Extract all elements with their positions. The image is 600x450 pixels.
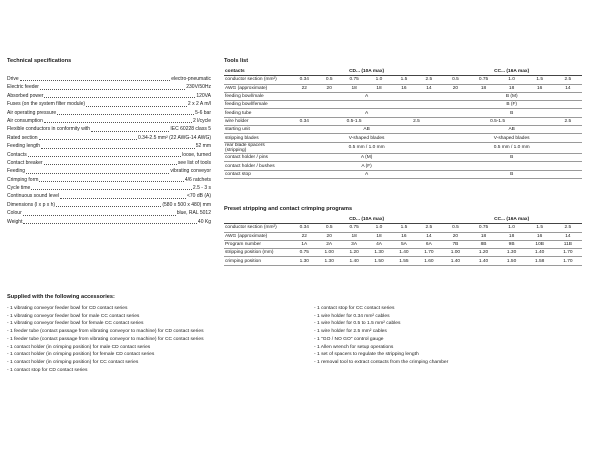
row-label bbox=[224, 126, 292, 134]
spec-row bbox=[7, 201, 211, 209]
cell-cc: 11B bbox=[554, 240, 582, 248]
cell-cc: 10B bbox=[526, 240, 554, 248]
spec-label: Continuous sound level bbox=[7, 193, 59, 200]
table-row bbox=[224, 84, 582, 92]
leader-dots bbox=[23, 215, 176, 216]
table-row bbox=[224, 109, 582, 117]
table-header-row bbox=[224, 68, 582, 76]
row-label-text: contact holder / pins bbox=[225, 155, 268, 161]
spec-label: Colour bbox=[7, 210, 22, 217]
spec-row bbox=[7, 134, 211, 142]
cell-cc: 1.58 bbox=[526, 257, 554, 265]
accessory-item: - 1 vibrating conveyor feeder bowl for male CC contact series bbox=[7, 313, 140, 319]
cell-cc: 8B bbox=[469, 240, 497, 248]
row-label bbox=[224, 240, 292, 248]
cell-cc: 0.5-1.5 bbox=[441, 117, 553, 125]
table-row bbox=[224, 240, 582, 248]
leader-dots bbox=[57, 114, 194, 115]
accessories-right-list bbox=[314, 305, 594, 367]
cell-cd: 1.5 bbox=[391, 76, 416, 84]
cell-cc-span: B bbox=[441, 154, 582, 162]
row-label-text: rear blade spacers bbox=[225, 142, 265, 148]
spec-label: Weight bbox=[7, 218, 23, 225]
spec-row bbox=[7, 184, 211, 192]
leader-dots bbox=[40, 89, 185, 90]
header-cd: CD... (10A max) bbox=[292, 68, 442, 76]
spec-row bbox=[7, 176, 211, 184]
accessory-item: - 1 contact stop for CD contact series bbox=[7, 367, 88, 373]
cell-cc-span bbox=[441, 162, 582, 170]
cell-cc: 20 bbox=[441, 84, 469, 92]
leader-dots bbox=[44, 164, 177, 165]
row-label-text: stripping position (mm) bbox=[225, 250, 274, 256]
row-label-text: AWG (approximate) bbox=[225, 233, 268, 239]
cell-cd: 1.00 bbox=[317, 249, 342, 257]
leader-dots bbox=[91, 131, 169, 132]
tools-table bbox=[224, 68, 582, 179]
cell-cd: 1.30 bbox=[367, 249, 392, 257]
cell-cc: 0.75 bbox=[469, 76, 497, 84]
spec-value: 5-6 bar bbox=[195, 109, 211, 116]
cell-cd: 1.70 bbox=[416, 249, 441, 257]
spec-label: Rated section bbox=[7, 134, 38, 141]
table-row bbox=[224, 76, 582, 84]
spec-value: IEC 60228 class 5 bbox=[170, 126, 211, 133]
cell-cd-span: AB bbox=[292, 126, 442, 134]
table-row bbox=[224, 92, 582, 100]
cell-cd: 0.34 bbox=[292, 224, 317, 232]
spec-value: electro-pneumatic bbox=[171, 75, 211, 82]
header-label: contacts bbox=[224, 68, 292, 76]
cell-cd: 0.75 bbox=[342, 224, 367, 232]
spec-value: 120VA bbox=[196, 92, 211, 99]
row-label bbox=[224, 162, 292, 170]
spec-label: Absorbed power bbox=[7, 92, 44, 99]
cell-cc-span: B bbox=[441, 170, 582, 178]
cell-cd: 0.75 bbox=[292, 249, 317, 257]
accessory-item: - 1 vibrating conveyor feeder bowl for CD contact series bbox=[7, 306, 128, 311]
cell-cd: 18 bbox=[367, 84, 392, 92]
cell-cc-span: B (M) bbox=[441, 92, 582, 100]
leader-dots bbox=[39, 181, 183, 182]
cell-cc: 16 bbox=[526, 84, 554, 92]
row-label bbox=[224, 170, 292, 178]
table-header-row bbox=[224, 216, 582, 224]
cell-cd: 14 bbox=[416, 232, 441, 240]
leader-dots bbox=[23, 223, 196, 224]
spec-label: Electric feeder bbox=[7, 84, 39, 91]
accessory-item: - 1 contact holder (in crimping position) for male CD contact series bbox=[7, 344, 151, 350]
cell-cd: 0.5 bbox=[317, 76, 342, 84]
spec-value: <70 dB (A) bbox=[186, 193, 211, 200]
cell-cd: 0.34 bbox=[292, 76, 317, 84]
cell-cc-span: B bbox=[441, 109, 582, 117]
accessory-item: - 1 contact stop for CC contact series bbox=[314, 306, 395, 311]
cell-cc: 1.40 bbox=[441, 257, 469, 265]
spec-label: Fuses (on the system filter module) bbox=[7, 101, 86, 108]
cell-cc: 1.70 bbox=[554, 249, 582, 257]
cell-cc: 1.30 bbox=[498, 249, 526, 257]
cell-cc: 0.5 bbox=[441, 76, 469, 84]
spec-row bbox=[7, 151, 211, 159]
preset-title: Preset stripping and contact crimping programs bbox=[224, 206, 353, 212]
cell-cc: 14 bbox=[554, 84, 582, 92]
cell-cc: 18 bbox=[469, 232, 497, 240]
table-row bbox=[224, 257, 582, 265]
row-label-text: feeding bowl/female bbox=[225, 102, 268, 108]
row-label-text: Program number bbox=[225, 242, 261, 248]
cell-cd: 22 bbox=[292, 84, 317, 92]
accessory-item: - 1 "GO / NO GO" control gauge bbox=[314, 336, 384, 342]
cell-cd-span: A (M) bbox=[292, 154, 442, 162]
accessories-title: Supplied with the following accessories: bbox=[7, 294, 115, 300]
table-row bbox=[224, 142, 582, 153]
leader-dots bbox=[56, 206, 161, 207]
leader-dots bbox=[44, 97, 195, 98]
cell-cd: 1.0 bbox=[367, 224, 392, 232]
cell-cd-span: 0.5 mm / 1.0 mm bbox=[292, 142, 442, 153]
cell-cd: 18 bbox=[342, 84, 367, 92]
cell-cc: 1.40 bbox=[526, 249, 554, 257]
tools-title: Tools list bbox=[224, 58, 249, 64]
row-label-text: crimping position bbox=[225, 258, 261, 264]
accessory-item: - 1 set of spacers to regulate the stripping length bbox=[314, 352, 419, 358]
cell-cd: 1.5 bbox=[391, 224, 416, 232]
spec-label: Contacts bbox=[7, 151, 27, 158]
header-label bbox=[224, 216, 292, 224]
spec-row bbox=[7, 209, 211, 217]
cell-cd: 1.20 bbox=[342, 249, 367, 257]
row-label-text: conductor section (mm²) bbox=[225, 77, 277, 83]
row-label bbox=[224, 134, 292, 142]
spec-title: Technical specifications bbox=[7, 58, 72, 64]
accessories-left-list bbox=[7, 305, 307, 374]
cell-cd: 2.5 bbox=[416, 224, 441, 232]
spec-row bbox=[7, 109, 211, 117]
row-label-text: contact holder / bushes bbox=[225, 163, 275, 169]
accessory-item: - 1 contact holder (in crimping position) for female CD contact series bbox=[7, 352, 155, 358]
spec-value: 40 Kg bbox=[197, 218, 211, 225]
table-row bbox=[224, 224, 582, 232]
cell-cd: 0.5-1.5 bbox=[317, 117, 392, 125]
leader-dots bbox=[86, 106, 187, 107]
cell-cd: 1.55 bbox=[391, 257, 416, 265]
table-row bbox=[224, 117, 582, 125]
accessory-item: - 1 wire holder for 0.5 to 1.5 mm² cables bbox=[314, 321, 401, 327]
cell-cc: 18 bbox=[498, 84, 526, 92]
header-cc: CC... (16A max) bbox=[441, 68, 582, 76]
spec-row bbox=[7, 75, 211, 83]
cell-cd: 5A bbox=[391, 240, 416, 248]
spec-row bbox=[7, 100, 211, 108]
cell-cd: 1.40 bbox=[391, 249, 416, 257]
spec-value: loose, turned bbox=[182, 151, 211, 158]
cell-cc: 1.5 bbox=[526, 224, 554, 232]
cell-cc: 2.5 bbox=[554, 117, 582, 125]
cell-cc: 2.5 bbox=[554, 76, 582, 84]
cell-cc: 1.00 bbox=[441, 249, 469, 257]
leader-dots bbox=[44, 122, 192, 123]
spec-value: blue, RAL 5012 bbox=[176, 210, 211, 217]
cell-cd: 0.34 bbox=[292, 117, 317, 125]
row-label bbox=[224, 257, 292, 265]
accessory-item: - 1 removal tool to extract contacts from the crimping chamber bbox=[314, 359, 449, 365]
cell-cd: 22 bbox=[292, 232, 317, 240]
cell-cd-span: A (F) bbox=[292, 162, 442, 170]
cell-cc-span: B (F) bbox=[441, 101, 582, 109]
row-label bbox=[224, 249, 292, 257]
spec-value: 52 mm bbox=[195, 143, 211, 150]
cell-cc: 1.0 bbox=[498, 76, 526, 84]
accessory-item: - 1 Allen wrench for setup operations bbox=[314, 344, 394, 350]
table-row bbox=[224, 232, 582, 240]
cell-cc: 1.70 bbox=[554, 257, 582, 265]
spec-row bbox=[7, 125, 211, 133]
spec-value: 2 x 2 A m/l bbox=[187, 101, 211, 108]
cell-cd-span bbox=[292, 101, 442, 109]
header-cd: CD... (10A max) bbox=[292, 216, 442, 224]
cell-cd: 14 bbox=[416, 84, 441, 92]
spec-value: 0.34-2.5 mm² (22 AWG-14 AWG) bbox=[138, 134, 211, 141]
spec-value: 2.5 - 3 s bbox=[192, 185, 211, 192]
row-label bbox=[224, 224, 292, 232]
spec-row bbox=[7, 167, 211, 175]
cell-cd: 4A bbox=[367, 240, 392, 248]
accessory-item: - 1 wire holder for 2.5 mm² cables bbox=[314, 329, 387, 335]
spec-row bbox=[7, 159, 211, 167]
cell-cd: 18 bbox=[367, 232, 392, 240]
leader-dots bbox=[41, 148, 195, 149]
row-label-text: starting unit bbox=[225, 127, 250, 133]
cell-cc: 16 bbox=[526, 232, 554, 240]
table-row bbox=[224, 126, 582, 134]
spec-value: see list of tools bbox=[177, 159, 211, 166]
cell-cc: 14 bbox=[554, 232, 582, 240]
spec-label: Dimensions (l x p x h) bbox=[7, 201, 56, 208]
cell-cc: 2.5 bbox=[554, 224, 582, 232]
cell-cc: 20 bbox=[441, 232, 469, 240]
row-label bbox=[224, 109, 292, 117]
cell-cd: 1.40 bbox=[342, 257, 367, 265]
leader-dots bbox=[60, 198, 186, 199]
row-label-text: AWG (approximate) bbox=[225, 85, 268, 91]
spec-value: 230V/50Hz bbox=[186, 84, 211, 91]
accessory-item: - 1 contact holder (in crimping position) for CC contact series bbox=[7, 359, 139, 365]
table-row bbox=[224, 154, 582, 162]
cell-cd-span: A bbox=[292, 92, 442, 100]
accessory-item: - 1 wire holder for 0.34 mm² cables bbox=[314, 313, 390, 319]
cell-cc-span: AB bbox=[441, 126, 582, 134]
cell-cd: 1.0 bbox=[367, 76, 392, 84]
row-label-text: wire holder bbox=[225, 118, 249, 124]
cell-cc: 1.20 bbox=[469, 249, 497, 257]
spec-label: Crimping form bbox=[7, 176, 39, 183]
cell-cc: 9B bbox=[498, 240, 526, 248]
row-label-text: contact stop bbox=[225, 171, 251, 177]
spec-label: Feeding length bbox=[7, 143, 41, 150]
cell-cd: 20 bbox=[317, 84, 342, 92]
cell-cd: 3A bbox=[342, 240, 367, 248]
cell-cc: 0.75 bbox=[469, 224, 497, 232]
cell-cd: 0.75 bbox=[342, 76, 367, 84]
table-row bbox=[224, 101, 582, 109]
cell-cd: 2.5 bbox=[416, 76, 441, 84]
row-label-text: conductor section (mm²) bbox=[225, 225, 277, 231]
cell-cc-span: V-shaped blades bbox=[441, 134, 582, 142]
spec-row bbox=[7, 83, 211, 91]
spec-label: Air consumption bbox=[7, 117, 43, 124]
row-label bbox=[224, 101, 292, 109]
leader-dots bbox=[26, 173, 169, 174]
leader-dots bbox=[28, 156, 181, 157]
cell-cd: 1.30 bbox=[292, 257, 317, 265]
cell-cd: 0.5 bbox=[317, 224, 342, 232]
table-row bbox=[224, 134, 582, 142]
cell-cd: 1A bbox=[292, 240, 317, 248]
leader-dots bbox=[39, 139, 137, 140]
spec-label: Contact breaker bbox=[7, 159, 43, 166]
cell-cc: 18 bbox=[469, 84, 497, 92]
row-label-text-2: (stripping) bbox=[225, 147, 247, 153]
spec-row bbox=[7, 117, 211, 125]
cell-cd: 16 bbox=[391, 232, 416, 240]
row-label bbox=[224, 154, 292, 162]
accessory-item: - 1 feeder tube (contact passage from vibrating conveyor to machine) for CC contact series bbox=[7, 336, 204, 342]
cell-cc: 1.50 bbox=[498, 257, 526, 265]
spec-value: (580 x 500 x 480) mm bbox=[162, 201, 211, 208]
preset-table bbox=[224, 216, 582, 266]
spec-label: Feeding bbox=[7, 168, 26, 175]
cell-cd-span: A bbox=[292, 170, 442, 178]
cell-cd-span: V-shaped blades bbox=[292, 134, 442, 142]
row-label bbox=[224, 84, 292, 92]
spec-row bbox=[7, 142, 211, 150]
cell-cc: 1.5 bbox=[526, 76, 554, 84]
cell-cd: 18 bbox=[342, 232, 367, 240]
cell-cd: 2.5 bbox=[391, 117, 441, 125]
cell-cc: 18 bbox=[498, 232, 526, 240]
spec-label: Air operating pressure bbox=[7, 109, 57, 116]
cell-cc: 7B bbox=[441, 240, 469, 248]
row-label bbox=[224, 76, 292, 84]
row-label-text: feeding tube bbox=[225, 110, 252, 116]
spec-label: Drive bbox=[7, 75, 19, 82]
spec-row bbox=[7, 192, 211, 200]
cell-cd-span: A bbox=[292, 109, 442, 117]
spec-list bbox=[7, 75, 211, 226]
cell-cd: 20 bbox=[317, 232, 342, 240]
cell-cd: 1.50 bbox=[367, 257, 392, 265]
table-row bbox=[224, 162, 582, 170]
accessory-item: - 1 feeder tube (contact passage from vibrating conveyor to machine) for CD contact series bbox=[7, 329, 204, 335]
row-label-text: feeding bowl/male bbox=[225, 94, 264, 100]
cell-cd: 1.60 bbox=[416, 257, 441, 265]
spec-row bbox=[7, 218, 211, 226]
cell-cc: 0.5 bbox=[441, 224, 469, 232]
cell-cc: 1.0 bbox=[498, 224, 526, 232]
cell-cd: 6A bbox=[416, 240, 441, 248]
spec-value: vibrating conveyor bbox=[170, 168, 211, 175]
spec-value: 2 l/cycle bbox=[192, 117, 211, 124]
row-label bbox=[224, 142, 292, 153]
header-cc: CC... (16A max) bbox=[441, 216, 582, 224]
table-row bbox=[224, 170, 582, 178]
spec-label: Cycle time bbox=[7, 185, 31, 192]
cell-cd: 16 bbox=[391, 84, 416, 92]
spec-label: Flexible conductors in conformity with bbox=[7, 126, 91, 133]
cell-cd: 2A bbox=[317, 240, 342, 248]
leader-dots bbox=[20, 80, 171, 81]
cell-cc-span: 0.5 mm / 1.0 mm bbox=[441, 142, 582, 153]
cell-cc: 1.40 bbox=[469, 257, 497, 265]
row-label-text: stripping blades bbox=[225, 135, 259, 141]
table-row bbox=[224, 249, 582, 257]
accessory-item: - 1 vibrating conveyor feeder bowl for female CC contact series bbox=[7, 321, 144, 327]
cell-cd: 1.30 bbox=[317, 257, 342, 265]
row-label bbox=[224, 92, 292, 100]
row-label bbox=[224, 232, 292, 240]
spec-row bbox=[7, 92, 211, 100]
leader-dots bbox=[31, 189, 192, 190]
row-label bbox=[224, 117, 292, 125]
spec-value: 4/6 ratchets bbox=[184, 176, 211, 183]
